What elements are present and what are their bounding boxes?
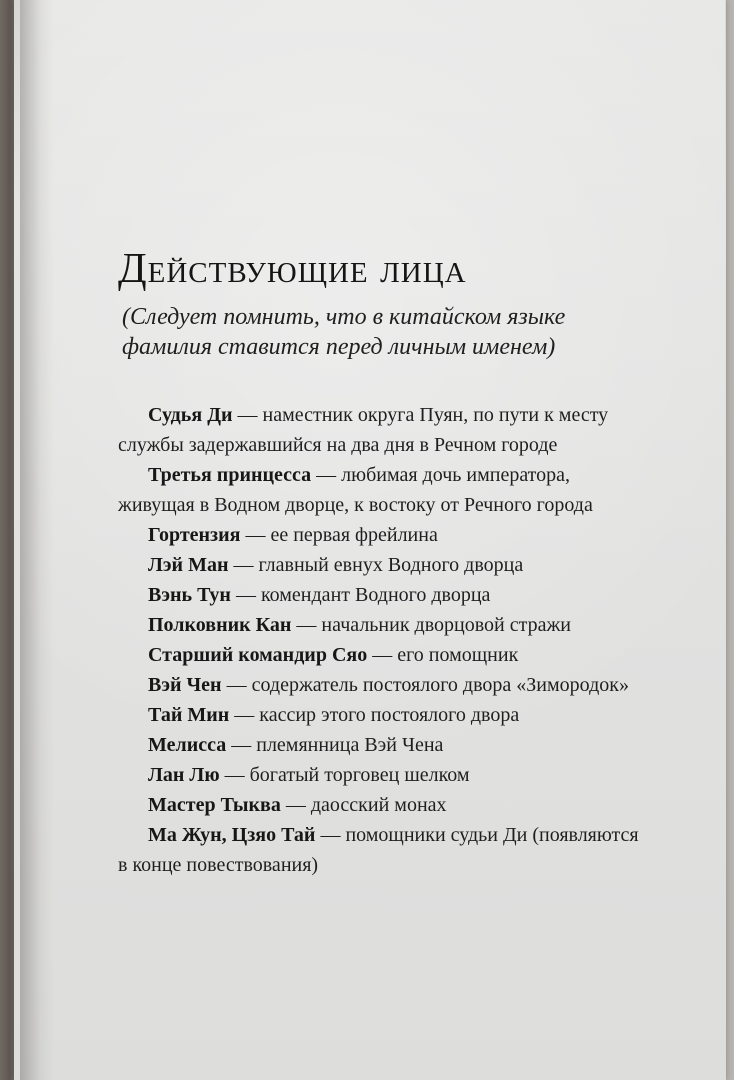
- character-description: — начальник дворцовой стражи: [296, 614, 571, 637]
- character-description: — комендант Водного дворца: [235, 584, 491, 607]
- character-description: — кассир этого постоялого двора: [234, 704, 520, 727]
- character-entry: [118, 520, 653, 550]
- character-entry: [118, 640, 653, 670]
- character-list: [118, 400, 653, 880]
- character-entry: [118, 400, 640, 460]
- page-content: [118, 247, 653, 880]
- character-description: — наместник округа Пуян, по пути к месту службы задержавшийся на два дня в Речном городе: [118, 404, 609, 457]
- character-description: — помощники судьи Ди (появляются в конце повествования): [118, 824, 639, 877]
- character-entry: [118, 760, 653, 790]
- character-entry: [118, 550, 653, 580]
- character-name: Вэй Чен: [148, 674, 222, 697]
- character-name: Полковник Кан: [148, 614, 292, 637]
- character-entry: [118, 730, 653, 760]
- character-entry: [118, 610, 653, 640]
- character-name: Лан Лю: [148, 764, 220, 787]
- character-entry: [118, 670, 640, 700]
- character-name: Третья принцесса: [148, 464, 312, 487]
- character-name: Лэй Ман: [148, 554, 229, 577]
- character-description: — содержатель постоялого двора «Зимородок»: [226, 674, 629, 697]
- character-description: — даосский монах: [285, 794, 447, 817]
- character-name: Тай Мин: [148, 704, 230, 727]
- character-description: — ее первая фрейлина: [245, 524, 438, 547]
- character-description: — племянница Вэй Чена: [231, 734, 444, 757]
- book-page: [20, 0, 725, 1080]
- character-name: Ма Жун, Цзяо Тай: [148, 824, 316, 847]
- character-name: Судья Ди: [148, 404, 233, 427]
- character-entry: [118, 700, 653, 730]
- character-name: Вэнь Тун: [148, 584, 231, 607]
- character-description: — главный евнух Водного дворца: [233, 554, 524, 577]
- character-entry: [118, 790, 653, 820]
- character-description: — его помощник: [372, 644, 519, 667]
- subtitle-note: (Следует помнить, что в китайском языке фамилия ставится перед личным именем): [122, 304, 566, 361]
- character-entry: [118, 820, 640, 880]
- character-entry: [118, 460, 640, 520]
- character-name: Старший командир Сяо: [148, 644, 368, 667]
- character-description: — любимая дочь императора, живущая в Водном дворце, к востоку от Речного города: [118, 464, 593, 517]
- page-title: Действующие лица: [118, 246, 467, 292]
- character-entry: [118, 580, 653, 610]
- character-name: Гортензия: [148, 524, 241, 547]
- spine-shade: [20, 0, 54, 1080]
- character-name: Мелисса: [148, 734, 227, 757]
- character-name: Мастер Тыква: [148, 794, 281, 817]
- character-description: — богатый торговец шелком: [224, 764, 470, 787]
